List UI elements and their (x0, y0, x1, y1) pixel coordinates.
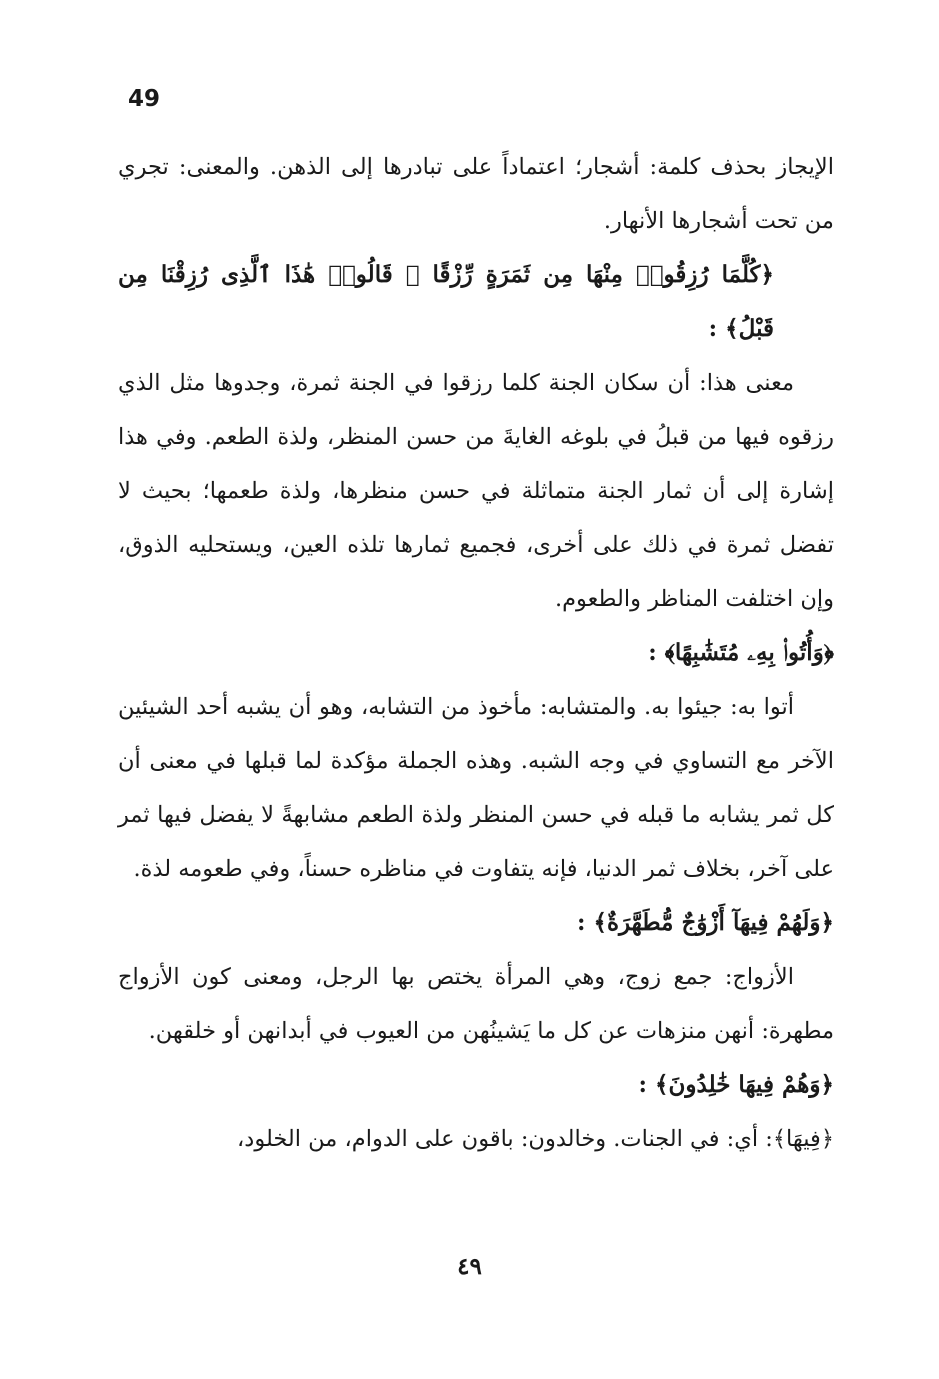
quran-verse-3: ﴿وَلَهُمْ فِيهَآ أَزْوَٰجٌ مُّطَهَّرَةٌ﴾ : (576, 909, 834, 936)
page-number-bottom: ٤٩ (457, 1253, 482, 1280)
page-number-top: 49 (128, 86, 161, 112)
paragraph-3: أتوا به: جيئوا به. والمتشابه: مأخوذ من التشابه، وهو أن يشبه أحد الشيئين الآخر مع التساوي في وجه الشبه. وهذه الجملة مؤكدة لما قبلها في معنى أن كل ثمر يشابه ما قبله في حسن المنظر ولذة الطعم مشابهةً لا يفضل فيها ثمر على آخر، بخلاف ثمر الدنيا، فإنه يتفاوت في مناظره حسناً، وفي طعومه لذة. (118, 694, 834, 882)
paragraph-5: ﴿فِيهَا﴾: أي: في الجنات. وخالدون: باقون على الدوام، من الخلود، (237, 1126, 834, 1152)
quran-verse-4: ﴿وَهُمْ فِيهَا خَٰلِدُونَ﴾ : (638, 1071, 834, 1098)
page-body (118, 140, 834, 1166)
paragraph-1: الإيجاز بحذف كلمة: أشجار؛ اعتماداً على تبادرها إلى الذهن. والمعنى: تجري من تحت أشجارها الأنهار. (118, 154, 834, 234)
paragraph-4: الأزواج: جمع زوج، وهي المرأة يختص بها الرجل، ومعنى كون الأزواج مطهرة: أنهن منزهات عن كل ما يَشينُهن من العيوب في أبدانهن أو خلقهن. (118, 964, 834, 1044)
quran-verse-2: ﴿وَأُتُوا۟ بِهِۦ مُتَشَٰبِهًا﴾ : (648, 639, 834, 666)
quran-verse-1: ﴿كُلَّمَا رُزِقُوا۟ مِنْهَا مِن ثَمَرَةٍ رِّزْقًا ۙ قَالُوا۟ هَٰذَا ٱلَّذِى رُزِقْنَا مِن قَبْلُ﴾ : (118, 261, 774, 342)
paragraph-2: معنى هذا: أن سكان الجنة كلما رزقوا في الجنة ثمرة، وجدوها مثل الذي رزقوه فيها من قبلُ في بلوغه الغايةَ من حسن المنظر، ولذة الطعم. وفي هذا إشارة إلى أن ثمار الجنة متماثلة في حسن منظرها، ولذة طعمها؛ بحيث لا تفضل ثمرة في ذلك على أخرى، فجميع ثمارها تلذه العين، ويستحليه الذوق، وإن اختلفت المناظر والطعوم. (118, 370, 834, 612)
